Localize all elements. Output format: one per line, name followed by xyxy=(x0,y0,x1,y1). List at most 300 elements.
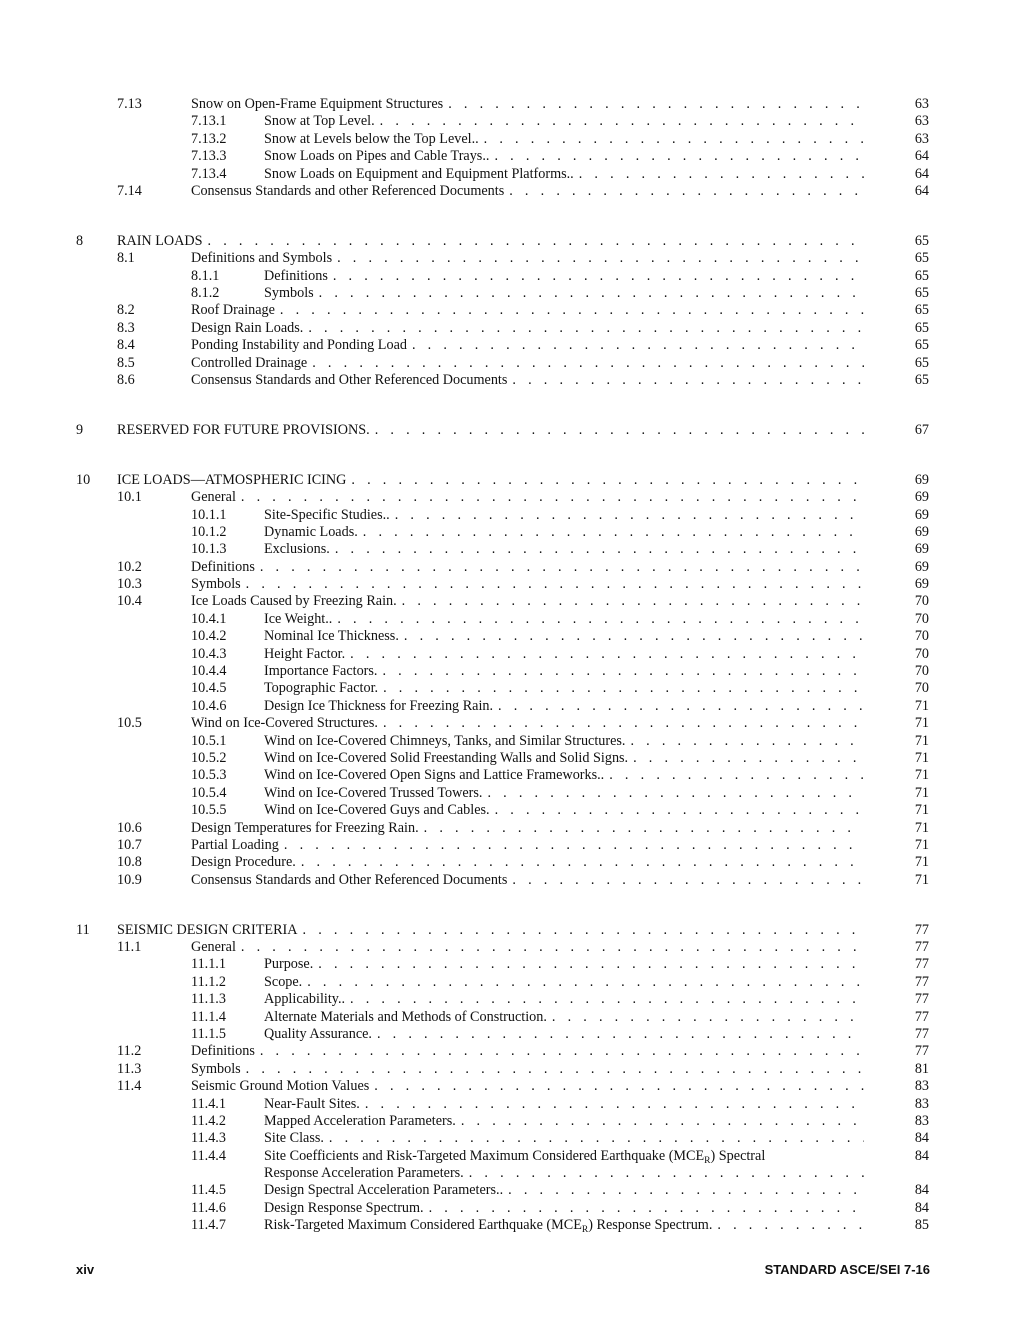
entry-title-line xyxy=(264,524,864,541)
entry-title-line xyxy=(264,956,864,973)
section-number: 7.14 xyxy=(117,182,142,199)
dot-leader xyxy=(284,837,864,854)
dot-leader xyxy=(402,593,864,610)
page-number: 69 xyxy=(914,558,929,575)
toc-entry[interactable] xyxy=(0,939,1024,956)
section-title: Site Class. xyxy=(264,1130,324,1147)
page-number: 69 xyxy=(914,506,929,523)
page-number: 71 xyxy=(914,784,929,801)
entry-title-line xyxy=(264,785,864,802)
dot-leader xyxy=(308,320,864,337)
section-title: Near-Fault Sites. xyxy=(264,1095,360,1112)
entry-title-line xyxy=(264,680,864,697)
title-subscript: R xyxy=(581,1225,589,1236)
page-number: 71 xyxy=(914,802,929,819)
toc-entry[interactable] xyxy=(0,1043,1024,1060)
entry-title-line xyxy=(264,541,864,558)
toc-entry[interactable] xyxy=(0,715,1024,732)
entry-title-line xyxy=(191,559,864,576)
page-number: 81 xyxy=(914,1060,929,1077)
toc-entry[interactable] xyxy=(0,233,1024,250)
toc-entry[interactable] xyxy=(0,820,1024,837)
toc-entry[interactable] xyxy=(0,802,1024,819)
toc-entry[interactable] xyxy=(0,628,1024,645)
section-number: 10.5.2 xyxy=(191,750,227,766)
section-title: Consensus Standards and other Referenced Documents xyxy=(191,182,505,199)
section-title: Design Temperatures for Freezing Rain. xyxy=(191,819,419,836)
dot-leader xyxy=(630,733,864,750)
toc-entry[interactable] xyxy=(0,785,1024,802)
entry-title-line xyxy=(191,302,864,319)
dot-leader xyxy=(579,166,864,183)
section-number: 8.3 xyxy=(117,319,135,336)
dot-leader xyxy=(429,1200,864,1217)
toc-entry[interactable] xyxy=(0,1009,1024,1026)
toc-entry[interactable] xyxy=(0,991,1024,1008)
section-title: Roof Drainage xyxy=(191,302,275,319)
toc-entry[interactable] xyxy=(0,750,1024,767)
page-number: 71 xyxy=(914,732,929,749)
section-title: Seismic Ground Motion Values xyxy=(191,1078,370,1095)
page-number: 70 xyxy=(914,663,929,680)
toc-entry[interactable] xyxy=(0,285,1024,302)
dot-leader xyxy=(395,507,864,524)
dot-leader xyxy=(377,1026,864,1043)
section-title: Partial Loading xyxy=(191,836,279,853)
section-title: Importance Factors. xyxy=(264,663,378,680)
entry-title-line xyxy=(264,1165,864,1182)
toc-entry[interactable] xyxy=(0,1096,1024,1113)
page-number: 83 xyxy=(914,1078,929,1095)
page-number: 69 xyxy=(914,489,929,506)
section-number: 10.1.1 xyxy=(191,506,227,523)
toc-entry[interactable] xyxy=(0,1200,1024,1217)
entry-title-line xyxy=(264,166,864,183)
page-number: 71 xyxy=(914,697,929,714)
toc-entry[interactable] xyxy=(0,956,1024,973)
dot-leader xyxy=(241,939,864,956)
toc-entry[interactable] xyxy=(0,1026,1024,1043)
entry-title-line xyxy=(191,837,864,854)
entry-title-line xyxy=(191,489,864,506)
section-number: 7.13.3 xyxy=(191,148,227,165)
section-number: 10.4 xyxy=(117,593,142,610)
page-number: 70 xyxy=(914,593,929,610)
title-text: Risk-Targeted Maximum Considered Earthquake (MCE xyxy=(264,1217,582,1234)
section-number: 11.4.3 xyxy=(191,1130,226,1147)
dot-leader xyxy=(301,854,864,871)
page-number: 64 xyxy=(914,182,929,199)
toc-entry[interactable] xyxy=(0,355,1024,372)
section-title: Exclusions. xyxy=(264,541,330,558)
toc-entry[interactable] xyxy=(0,698,1024,715)
section-title: Design Procedure. xyxy=(191,854,296,871)
toc-entry[interactable] xyxy=(0,680,1024,697)
section-title: Height Factor. xyxy=(264,645,346,662)
toc-entry[interactable] xyxy=(0,646,1024,663)
dot-leader xyxy=(494,148,864,165)
section-number: 10.4.3 xyxy=(191,645,227,662)
dot-leader xyxy=(363,524,864,541)
toc-entry[interactable] xyxy=(0,507,1024,524)
page-number: 84 xyxy=(914,1147,929,1164)
section-number: 10.5.3 xyxy=(191,767,227,784)
section-title: Site-Specific Studies.. xyxy=(264,506,390,523)
entry-title-line xyxy=(191,320,864,337)
entry-title-line xyxy=(264,131,864,148)
dot-leader xyxy=(461,1113,864,1130)
chapter-title: RESERVED FOR FUTURE PROVISIONS. xyxy=(117,421,370,438)
dot-leader xyxy=(717,1217,864,1239)
toc-entry[interactable] xyxy=(0,302,1024,319)
section-number: 10.1.3 xyxy=(191,541,227,558)
entry-title-line xyxy=(264,1096,864,1113)
page-number: 69 xyxy=(914,523,929,540)
entry-title-line xyxy=(191,183,864,200)
page-number: 69 xyxy=(914,576,929,593)
dot-leader xyxy=(448,96,864,113)
section-number: 10.5 xyxy=(117,715,142,732)
title-text-after: ) Spectral xyxy=(710,1147,766,1164)
dot-leader xyxy=(303,922,864,939)
page-number: 69 xyxy=(914,541,929,558)
toc-entry[interactable] xyxy=(0,96,1024,113)
section-number: 7.13 xyxy=(117,96,142,112)
dot-leader xyxy=(350,646,864,663)
section-number: 11.4.4 xyxy=(191,1147,226,1164)
entry-title-line xyxy=(264,802,864,819)
toc-entry[interactable] xyxy=(0,489,1024,506)
section-title: Controlled Drainage xyxy=(191,354,308,371)
toc-entry[interactable] xyxy=(0,166,1024,183)
entry-title-line xyxy=(191,337,864,354)
section-title: Wind on Ice-Covered Open Signs and Lattice Frameworks.. xyxy=(264,767,605,784)
page-number: 70 xyxy=(914,680,929,697)
page-number: 65 xyxy=(914,354,929,371)
page-number: 77 xyxy=(914,973,929,990)
section-number: 10.4.4 xyxy=(191,663,227,680)
chapter-number: 10 xyxy=(76,471,91,488)
section-title: Snow at Top Level. xyxy=(264,113,375,130)
entry-title-line xyxy=(264,733,864,750)
section-title: Design Spectral Acceleration Parameters.. xyxy=(264,1182,504,1199)
page-number: 77 xyxy=(914,939,929,956)
page-number: 83 xyxy=(914,1112,929,1129)
toc-entry[interactable] xyxy=(0,1061,1024,1078)
section-number: 8.4 xyxy=(117,337,135,354)
publication-title: STANDARD ASCE/SEI 7-16 xyxy=(764,1262,930,1277)
toc-entry[interactable] xyxy=(0,372,1024,389)
toc-entry[interactable] xyxy=(0,854,1024,871)
section-title: Consensus Standards and Other Referenced Documents xyxy=(191,871,508,888)
toc-entry[interactable] xyxy=(0,593,1024,610)
dot-leader xyxy=(509,183,864,200)
section-number: 11.4.1 xyxy=(191,1095,226,1112)
toc-entry[interactable] xyxy=(0,1148,1024,1165)
toc-entry[interactable] xyxy=(0,1113,1024,1130)
page-number: 84 xyxy=(914,1130,929,1147)
section-title: Mapped Acceleration Parameters. xyxy=(264,1112,456,1129)
entry-title-line xyxy=(264,1009,864,1026)
section-title: Definitions xyxy=(191,1043,255,1060)
dot-leader xyxy=(484,131,864,148)
dot-leader xyxy=(246,576,864,593)
section-number: 11.1.3 xyxy=(191,991,226,1008)
section-title: Ponding Instability and Ponding Load xyxy=(191,337,407,354)
toc-entry[interactable] xyxy=(0,337,1024,354)
toc-entry[interactable] xyxy=(0,663,1024,680)
dot-leader xyxy=(337,250,864,267)
section-number: 8.1 xyxy=(117,250,135,267)
section-number: 11.4.6 xyxy=(191,1199,226,1216)
section-number: 10.1 xyxy=(117,489,142,506)
dot-leader xyxy=(333,268,864,285)
dot-leader xyxy=(319,285,864,302)
entry-title-line xyxy=(264,698,864,715)
title-text-after: ) Response Spectrum. xyxy=(588,1217,713,1234)
section-number: 11.3 xyxy=(117,1060,142,1077)
toc-entry[interactable] xyxy=(0,1078,1024,1095)
dot-leader xyxy=(375,422,864,439)
section-title: Nominal Ice Thickness. xyxy=(264,628,399,645)
dot-leader xyxy=(382,663,864,680)
section-number: 10.6 xyxy=(117,819,142,836)
entry-title-line xyxy=(191,1061,864,1078)
section-title xyxy=(264,1217,717,1239)
dot-leader xyxy=(498,698,864,715)
toc-entry[interactable] xyxy=(0,733,1024,750)
dot-leader xyxy=(260,559,864,576)
entry-title-line xyxy=(264,1182,864,1199)
entry-title-line xyxy=(191,576,864,593)
entry-title-line xyxy=(191,1078,864,1095)
section-number: 10.4.2 xyxy=(191,628,227,645)
entry-title-line xyxy=(264,1217,864,1239)
section-number: 11.1 xyxy=(117,939,142,956)
section-number: 10.5.4 xyxy=(191,784,227,801)
dot-leader xyxy=(609,767,864,784)
dot-leader xyxy=(508,1182,864,1199)
section-title: Snow on Open-Frame Equipment Structures xyxy=(191,96,444,112)
page-number: 70 xyxy=(914,628,929,645)
entry-title-line xyxy=(191,96,864,113)
dot-leader xyxy=(241,489,864,506)
section-title: Scope. xyxy=(264,973,303,990)
section-title: Applicability.. xyxy=(264,991,346,1008)
dot-leader xyxy=(469,1165,864,1182)
page-number: 70 xyxy=(914,645,929,662)
toc-entry[interactable] xyxy=(0,472,1024,489)
section-title: Design Response Spectrum. xyxy=(264,1199,424,1216)
chapter-title: ICE LOADS—ATMOSPHERIC ICING xyxy=(117,471,347,488)
page-number: 65 xyxy=(914,250,929,267)
dot-leader xyxy=(424,820,864,837)
entry-title-line xyxy=(191,854,864,871)
entry-title-line xyxy=(191,1043,864,1060)
page-number: 77 xyxy=(914,1025,929,1042)
toc-entry[interactable] xyxy=(0,320,1024,337)
page-number: 63 xyxy=(914,130,929,147)
toc-entry[interactable] xyxy=(0,524,1024,541)
page-number: 71 xyxy=(914,871,929,888)
toc-entry[interactable] xyxy=(0,837,1024,854)
section-title: General xyxy=(191,939,236,956)
section-title: Dynamic Loads. xyxy=(264,523,358,540)
dot-leader xyxy=(280,302,864,319)
entry-title-line xyxy=(264,663,864,680)
section-number: 11.4.2 xyxy=(191,1112,226,1129)
dot-leader xyxy=(633,750,864,767)
toc-entry[interactable] xyxy=(0,1217,1024,1234)
dot-leader xyxy=(495,802,864,819)
dot-leader xyxy=(365,1096,864,1113)
entry-title-line xyxy=(264,974,864,991)
section-number: 10.9 xyxy=(117,871,142,888)
entry-title-line xyxy=(191,939,864,956)
toc-entry[interactable] xyxy=(0,113,1024,130)
dot-leader xyxy=(335,541,864,558)
page-number: 77 xyxy=(914,956,929,973)
toc-entry[interactable] xyxy=(0,250,1024,267)
section-number: 10.8 xyxy=(117,854,142,871)
section-number: 10.5.5 xyxy=(191,802,227,819)
entry-title-line xyxy=(264,1200,864,1217)
dot-leader xyxy=(318,956,864,973)
toc-entry[interactable] xyxy=(0,268,1024,285)
entry-title-line xyxy=(264,1130,864,1147)
page-number: 71 xyxy=(914,767,929,784)
page-number: 77 xyxy=(914,1043,929,1060)
entry-title-line xyxy=(191,593,864,610)
toc-entry[interactable] xyxy=(0,611,1024,628)
page-number: 69 xyxy=(914,471,929,488)
dot-leader xyxy=(337,611,864,628)
section-number: 11.4 xyxy=(117,1078,142,1095)
toc-entry[interactable] xyxy=(0,131,1024,148)
page-number: 65 xyxy=(914,371,929,388)
section-number: 7.13.2 xyxy=(191,130,227,147)
entry-title-line xyxy=(264,113,864,130)
entry-title-line xyxy=(264,991,864,1008)
entry-title-line xyxy=(264,646,864,663)
section-title: Wind on Ice-Covered Trussed Towers. xyxy=(264,784,483,801)
page-number: 63 xyxy=(914,113,929,130)
entry-title-line xyxy=(191,820,864,837)
section-title: Ice Loads Caused by Freezing Rain. xyxy=(191,593,397,610)
page-number: 71 xyxy=(914,836,929,853)
section-title: Definitions xyxy=(264,267,328,284)
title-subscript: R xyxy=(704,1155,711,1166)
section-number: 10.7 xyxy=(117,836,142,853)
page-number: 77 xyxy=(914,1008,929,1025)
toc-entry[interactable] xyxy=(0,576,1024,593)
dot-leader xyxy=(208,233,864,250)
toc-entry[interactable] xyxy=(0,183,1024,200)
chapter-title: SEISMIC DESIGN CRITERIA xyxy=(117,921,298,938)
section-title: Wind on Ice-Covered Chimneys, Tanks, and Similar Structures. xyxy=(264,732,626,749)
page-number: 83 xyxy=(914,1095,929,1112)
section-number: 11.4.5 xyxy=(191,1182,226,1199)
section-number: 10.4.1 xyxy=(191,610,227,627)
entry-title-line xyxy=(191,715,864,732)
toc-entry[interactable] xyxy=(0,767,1024,784)
section-title: Definitions and Symbols xyxy=(191,250,333,267)
section-number: 11.4.7 xyxy=(191,1217,226,1234)
page-number: 71 xyxy=(914,819,929,836)
section-number: 8.6 xyxy=(117,371,135,388)
dot-leader xyxy=(512,872,864,889)
page-number: 84 xyxy=(914,1182,929,1199)
toc-entry[interactable] xyxy=(0,148,1024,165)
section-title: Design Ice Thickness for Freezing Rain. xyxy=(264,697,494,714)
entry-title-line xyxy=(191,250,864,267)
chapter-title: RAIN LOADS xyxy=(117,232,203,249)
dot-leader xyxy=(329,1130,864,1147)
entry-title-line xyxy=(264,767,864,784)
section-number: 8.5 xyxy=(117,354,135,371)
dot-leader xyxy=(312,355,864,372)
dot-leader xyxy=(552,1009,864,1026)
section-title: Consensus Standards and Other Referenced Documents xyxy=(191,371,508,388)
section-title: Quality Assurance. xyxy=(264,1025,372,1042)
page-number: 67 xyxy=(914,421,929,438)
toc-entry[interactable] xyxy=(0,559,1024,576)
section-title: Definitions xyxy=(191,558,255,575)
dot-leader xyxy=(246,1061,864,1078)
section-title: Snow at Levels below the Top Level.. xyxy=(264,130,479,147)
section-number: 10.2 xyxy=(117,558,142,575)
title-text: Site Coefficients and Risk-Targeted Maximum Considered Earthquake (MCE xyxy=(264,1147,705,1164)
page-footer xyxy=(76,1262,930,1280)
section-title: General xyxy=(191,489,236,506)
toc-entry[interactable] xyxy=(0,922,1024,939)
page-number: 71 xyxy=(914,854,929,871)
toc-entry[interactable] xyxy=(0,974,1024,991)
entry-title-line xyxy=(117,422,864,439)
dot-leader xyxy=(350,991,864,1008)
section-title: Symbols xyxy=(264,285,314,302)
dot-leader xyxy=(487,785,864,802)
dot-leader xyxy=(383,680,864,697)
toc-entry[interactable] xyxy=(0,872,1024,889)
section-title: Snow Loads on Pipes and Cable Trays.. xyxy=(264,148,490,165)
entry-title-line xyxy=(191,372,864,389)
section-number: 10.4.6 xyxy=(191,697,227,714)
page-number: 70 xyxy=(914,610,929,627)
page-number: 77 xyxy=(914,991,929,1008)
entry-title-line xyxy=(117,472,864,489)
table-of-contents xyxy=(0,96,1024,1235)
toc-entry[interactable] xyxy=(0,1130,1024,1147)
section-title: Topographic Factor. xyxy=(264,680,379,697)
page-number: xiv xyxy=(76,1262,95,1277)
chapter-number: 8 xyxy=(76,232,84,249)
toc-entry[interactable] xyxy=(0,1182,1024,1199)
section-number: 11.1.5 xyxy=(191,1025,226,1042)
entry-title-line xyxy=(264,628,864,645)
entry-title-line xyxy=(264,611,864,628)
dot-leader xyxy=(260,1043,864,1060)
page-number: 85 xyxy=(914,1217,929,1234)
page-number: 64 xyxy=(914,165,929,182)
toc-entry[interactable] xyxy=(0,422,1024,439)
dot-leader xyxy=(374,1078,864,1095)
entry-title-line xyxy=(264,268,864,285)
toc-entry[interactable] xyxy=(0,541,1024,558)
section-number: 11.1.4 xyxy=(191,1008,226,1025)
section-number: 11.1.1 xyxy=(191,956,226,973)
section-title: Snow Loads on Equipment and Equipment Platforms.. xyxy=(264,165,574,182)
